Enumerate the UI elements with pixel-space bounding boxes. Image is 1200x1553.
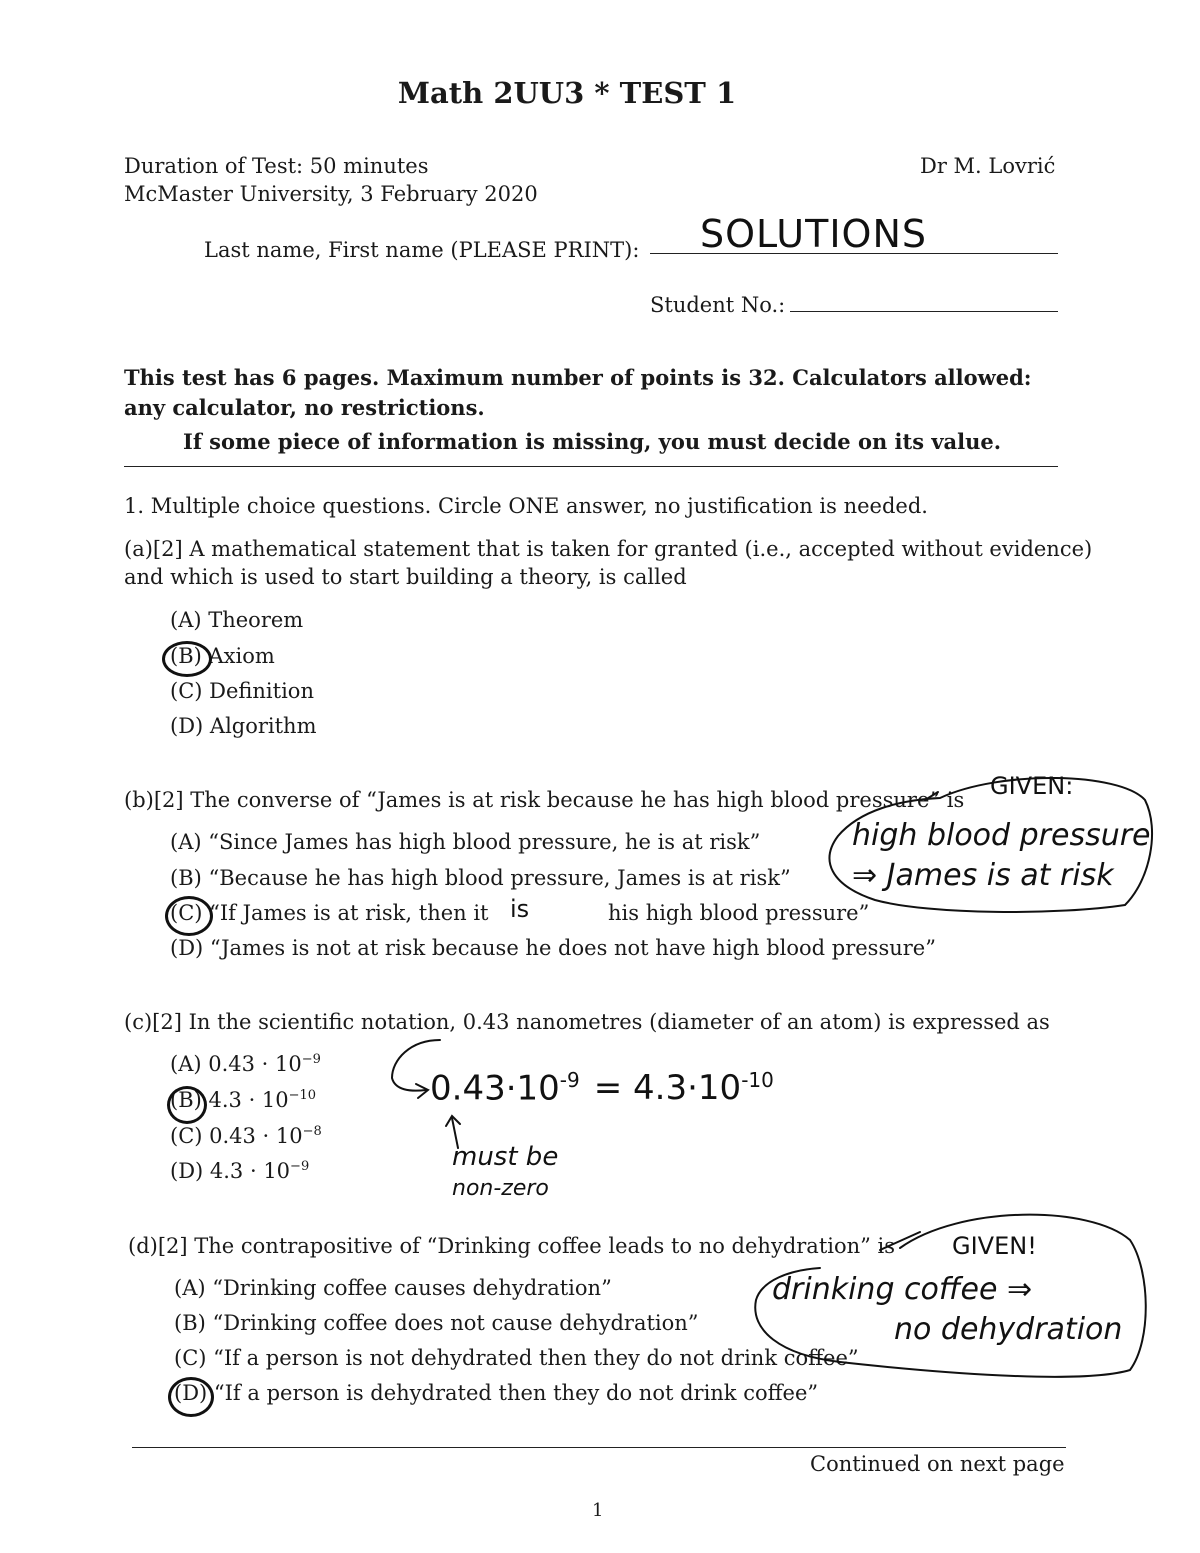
page-title: Math 2UU3 * TEST 1: [397, 76, 737, 110]
instructor: Dr M. Lovrić: [920, 154, 1056, 178]
qb-note-title: GIVEN:: [990, 772, 1074, 800]
instructions-line2: any calculator, no restrictions.: [124, 395, 485, 420]
qd-note-line2: no dehydration: [894, 1312, 1123, 1347]
qb-option-b: (B) “Because he has high blood pressure, James is at risk”: [170, 866, 791, 890]
q1-intro: 1. Multiple choice questions. Circle ONE answer, no justification is needed.: [124, 494, 928, 518]
university-date: McMaster University, 3 February 2020: [124, 182, 538, 206]
qb-option-c-end: his high blood pressure”: [608, 901, 870, 925]
qa-stem-1: (a)[2] A mathematical statement that is taken for granted (i.e., accepted without evidence): [124, 537, 1093, 561]
qb-note-line1: high blood pressure: [852, 818, 1151, 853]
qc-work-eq: = 4.3·10: [593, 1068, 742, 1109]
qc-option-a-exp: −9: [301, 1052, 321, 1067]
page-number: 1: [592, 1500, 604, 1521]
qa-option-d: (D) Algorithm: [170, 714, 317, 738]
student-label: Student No.:: [650, 293, 786, 317]
qd-option-d: (D) “If a person is dehydrated then they do not drink coffee”: [174, 1381, 819, 1405]
qb-note-enclosure: [830, 778, 1153, 912]
qd-note-line1: drinking coffee ⇒: [772, 1272, 1033, 1307]
qb-option-c: (C) “If James is at risk, then it: [170, 901, 489, 925]
qd-option-a: (A) “Drinking coffee causes dehydration”: [174, 1276, 612, 1300]
qb-note-line2: ⇒ James is at risk: [852, 858, 1114, 893]
qa-option-b: (B) Axiom: [170, 644, 275, 668]
qc-work-exp: -9: [559, 1068, 580, 1092]
instructions-line1: This test has 6 pages. Maximum number of points is 32. Calculators allowed:: [124, 365, 1032, 390]
qa-option-c: (C) Definition: [170, 679, 314, 703]
qc-work-exp2: -10: [741, 1068, 774, 1092]
qd-option-b: (B) “Drinking coffee does not cause dehydration”: [174, 1311, 699, 1335]
name-handwritten: SOLUTIONS: [700, 212, 927, 256]
qc-option-c-text: (C) 0.43 · 10: [170, 1124, 303, 1148]
qc-option-b-text: (B) 4.3 · 10: [170, 1088, 289, 1112]
qc-option-a-text: (A) 0.43 · 10: [170, 1052, 302, 1076]
qc-option-d-exp: −9: [290, 1159, 310, 1174]
qc-option-d-text: (D) 4.3 · 10: [170, 1159, 291, 1183]
qc-work-main: 0.43·10: [430, 1068, 560, 1109]
continued-note: Continued on next page: [810, 1452, 1065, 1476]
name-label: Last name, First name (PLEASE PRINT):: [204, 238, 640, 262]
qb-option-d: (D) “James is not at risk because he does not have high blood pressure”: [170, 936, 936, 960]
qd-option-c: (C) “If a person is not dehydrated then they do not drink coffee”: [174, 1346, 859, 1370]
qb-option-a: (A) “Since James has high blood pressure, he is at risk”: [170, 830, 761, 854]
qd-stem: (d)[2] The contrapositive of “Drinking coffee leads to no dehydration” is: [128, 1234, 896, 1258]
qc-stem: (c)[2] In the scientific notation, 0.43 nanometres (diameter of an atom) is expressed as: [124, 1010, 1050, 1034]
qb-stem: (b)[2] The converse of “James is at risk because he has high blood pressure” is: [124, 788, 965, 812]
divider-bottom: [132, 1447, 1066, 1448]
qc-note-line1: must be: [452, 1142, 559, 1172]
qd-note-enclosure: [755, 1215, 1146, 1377]
qa-stem-2: and which is used to start building a theory, is called: [124, 565, 687, 589]
qd-note-title: GIVEN!: [952, 1232, 1037, 1260]
qc-option-c-exp: −8: [302, 1124, 322, 1139]
qc-option-b-exp: −10: [288, 1088, 317, 1103]
duration: Duration of Test: 50 minutes: [124, 154, 429, 178]
qc-note-line2: non-zero: [452, 1176, 549, 1201]
qb-insert-handwritten: is: [510, 895, 530, 923]
qa-option-a: (A) Theorem: [170, 608, 304, 632]
instructions-line3: If some piece of information is missing, you must decide on its value.: [183, 429, 1002, 454]
